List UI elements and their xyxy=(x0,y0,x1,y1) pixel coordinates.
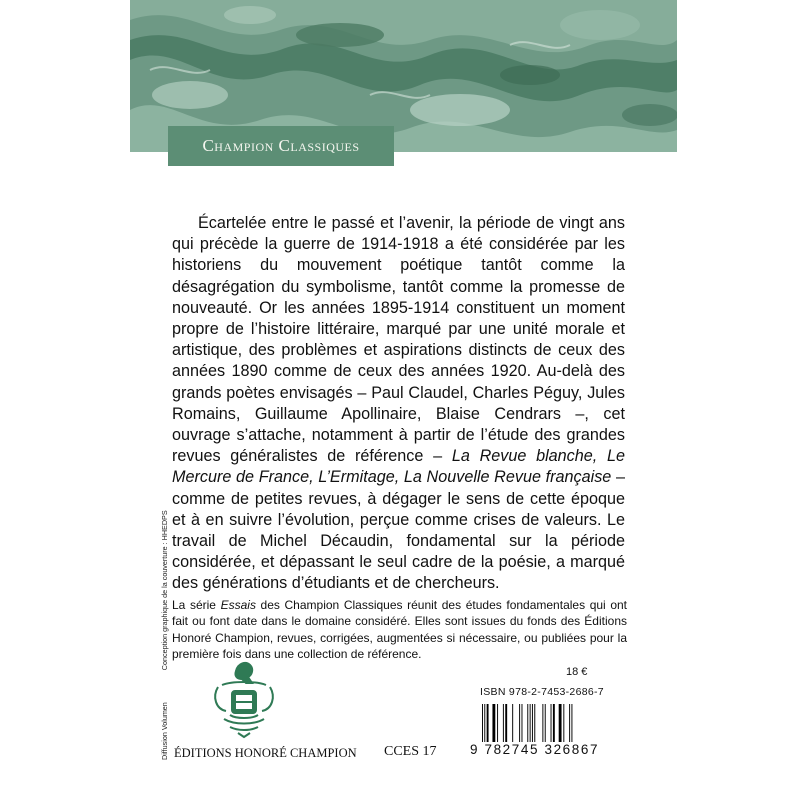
series-note-after: des Champion Classiques réunit des études fondamentales qui ont fait ou font date dans le domaine considéré. Elles sont issues du fonds des Éditions Honoré Champion, revues, corrigées, augmentées si nécessaire, ou publiées pour la première fois dans une collection de référence. xyxy=(172,598,627,662)
publisher-name: ÉDITIONS HONORÉ CHAMPION xyxy=(174,746,357,760)
barcode-digits: 9 782745 326867 xyxy=(470,742,600,757)
publisher-logo xyxy=(208,657,280,739)
series-label-text: Champion Classiques xyxy=(202,136,360,155)
series-note-paragraph xyxy=(172,597,627,663)
isbn-label: ISBN 978-2-7453-2686-7 xyxy=(480,686,604,698)
price: 18 € xyxy=(566,666,588,678)
series-note xyxy=(172,597,627,663)
blurb-text-part2: – comme de petites revues, à dégager le sens de cette époque et à en suivre l’évolution, perçue comme crises de valeurs. Le travail de Michel Décaudin, fondamental sur la période considérée, et dépassant le seul cadre de la poésie, a marqué des générations d’étudiants et de chercheurs. xyxy=(172,468,625,593)
blurb-journals: La Revue blanche, Le Mercure de France, L’Ermitage, La Nouvelle Revue française xyxy=(172,447,625,487)
credit-distribution: Diffusion Volumen xyxy=(160,702,169,760)
series-note-before: La série xyxy=(172,598,221,612)
series-note-series-name: Essais xyxy=(220,598,256,612)
series-label xyxy=(168,126,394,166)
back-cover-blurb xyxy=(172,213,625,595)
blurb-paragraph xyxy=(172,213,625,595)
horse-crest-icon xyxy=(208,657,280,739)
blurb-text-part1: Écartelée entre le passé et l’avenir, la période de vingt ans qui précède la guerre de 1914-1918 a été considérée par les historiens du mouvement poétique tantôt comme la désagrégation du symbolisme, tantôt comme la promesse de nouveauté. Or les années 1895-1914 constituent un moment propre de l’histoire littéraire, marqué par une unité morale et artistique, des problèmes et aspirations distincts de ceux des années 1890 comme de ceux des années 1920. Au-delà des grands poètes envisagés – Paul Claudel, Charles Péguy, Jules Romains, Guillaume Apollinaire, Blaise Cendrars –, cet ouvrage s’attache, notamment à partir de l’étude des grandes revues généralistes de référence – xyxy=(172,214,625,466)
catalog-code: CCES 17 xyxy=(384,744,437,759)
side-credits xyxy=(160,510,169,760)
credit-design: Conception graphique de la couverture : HHEDPS xyxy=(160,510,169,671)
